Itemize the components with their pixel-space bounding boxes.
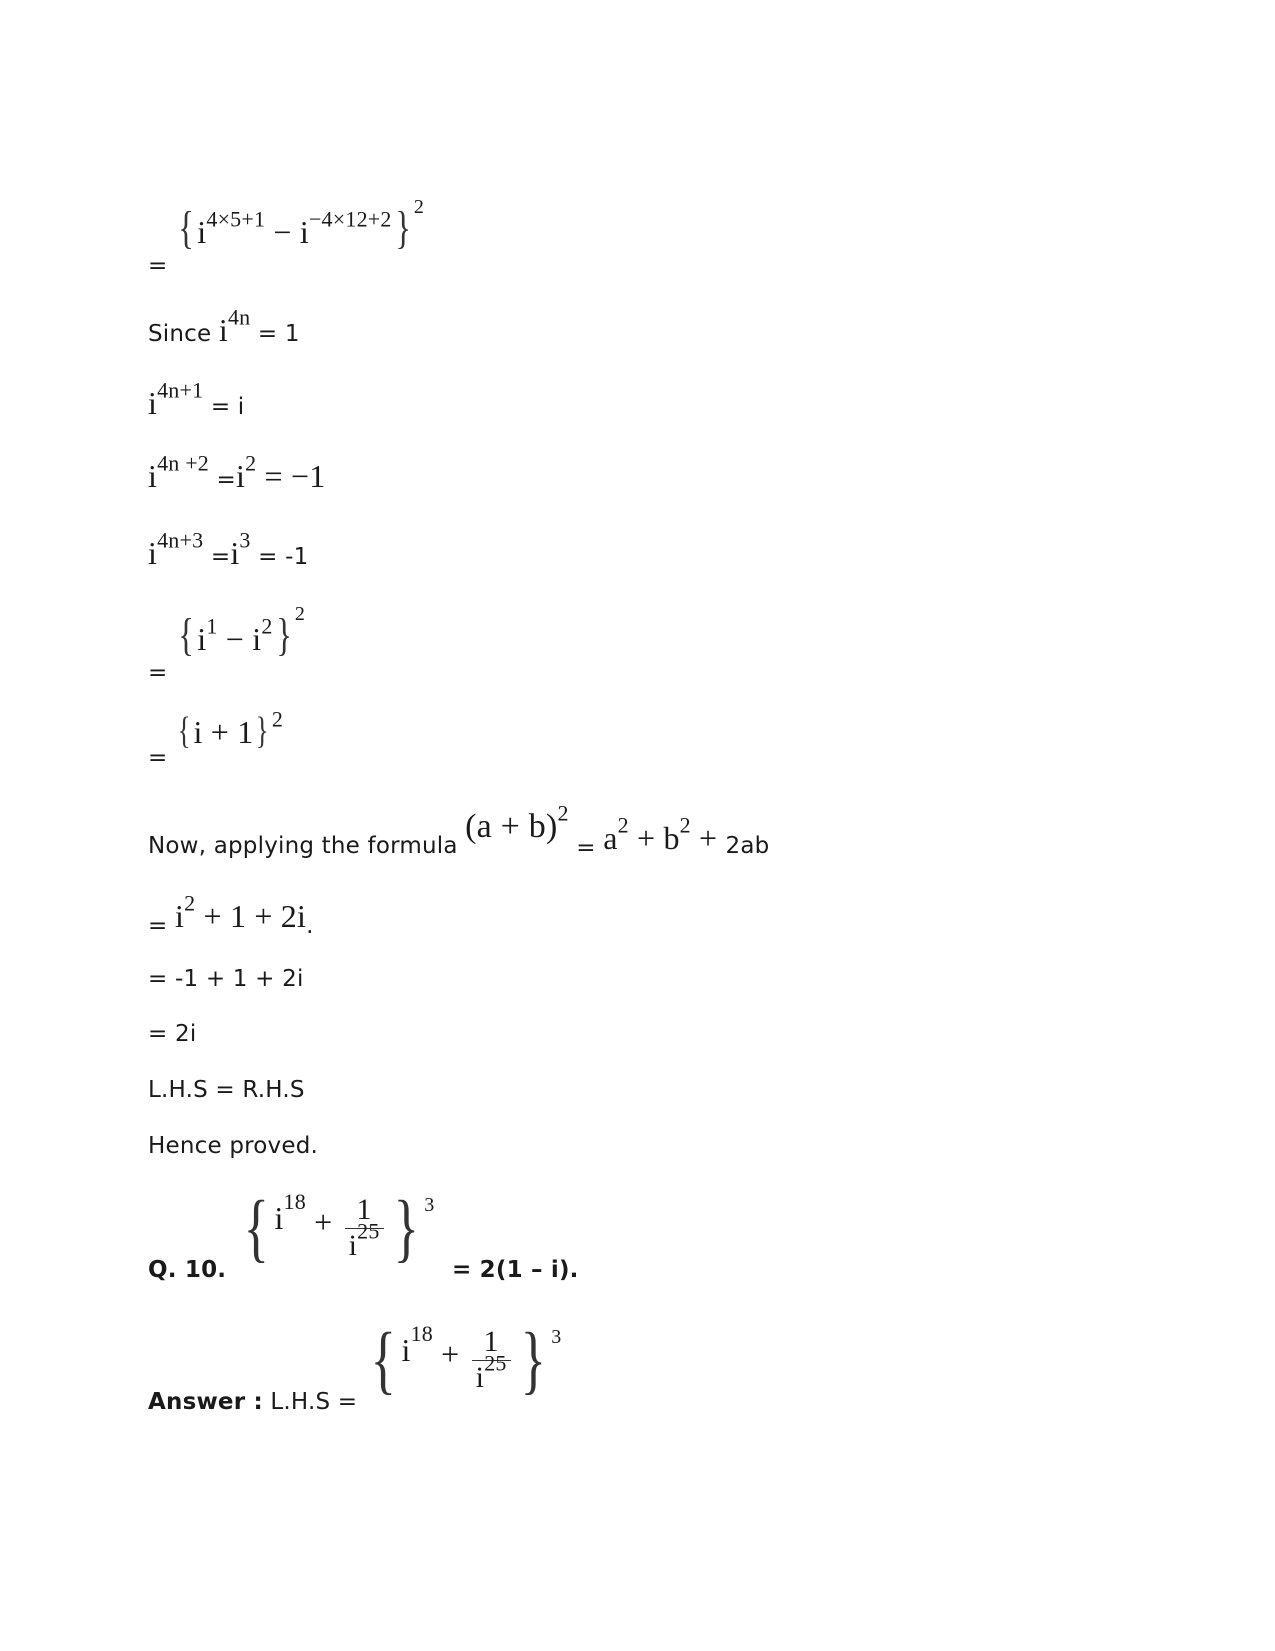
question-10 xyxy=(148,1186,579,1284)
step-substitute: = -1 + 1 + 2i xyxy=(148,966,304,992)
step-i-plus-1: = {i + 1} $^2$ xyxy=(148,706,284,771)
lhs-equals-rhs: L.H.S = R.H.S xyxy=(148,1077,305,1103)
question-label: Q. 10. xyxy=(148,1257,227,1284)
step-result: = 2i xyxy=(148,1021,197,1047)
rule-4n-plus-3: $i^{4n+3} =i^3 = -1$ xyxy=(148,527,309,571)
equals-sign: = xyxy=(148,253,168,279)
formula-line: Now, applying the formula $(a + b)^2 = a^2 + b^2 + 2ab$ xyxy=(148,800,770,861)
step-expanded-square: = $i^2 + 1 + 2i$. xyxy=(148,890,314,939)
rule-4n-plus-2: $i^{4n +2} =i^2 = -1$ xyxy=(148,450,326,494)
answer-line: Answer : L.H.S = { $i^{18}$ + $\frac{1}{i^{25}}$ } $^3$ xyxy=(148,1318,562,1416)
step-expanded-exponents xyxy=(148,196,425,279)
equals-sign: = xyxy=(148,745,168,771)
question-rhs: = 2(1 – i). xyxy=(451,1257,579,1284)
answer-label: Answer : xyxy=(148,1389,263,1416)
since-line: Since $i^{4n} = 1$ xyxy=(148,304,300,348)
step-reduced-powers: = { $i^1 - i^2$} $^2$ xyxy=(148,603,306,686)
rule-4n-plus-1: $i^{4n+1} = i$ xyxy=(148,377,245,421)
hence-proved: Hence proved. xyxy=(148,1133,319,1159)
equals-sign: = xyxy=(148,660,168,686)
answer-expression: { $i^{18}$ + $\frac{1}{i^{25}}$ } $^3$ xyxy=(370,1318,562,1402)
question-expression: { $i^{18}$ + $\frac{1}{i^{25}}$ } $^3$ xyxy=(243,1186,435,1270)
expression: { $i^{4\times 5+1} - i^{-4\times 12+2}$} $^2$ xyxy=(178,196,425,253)
